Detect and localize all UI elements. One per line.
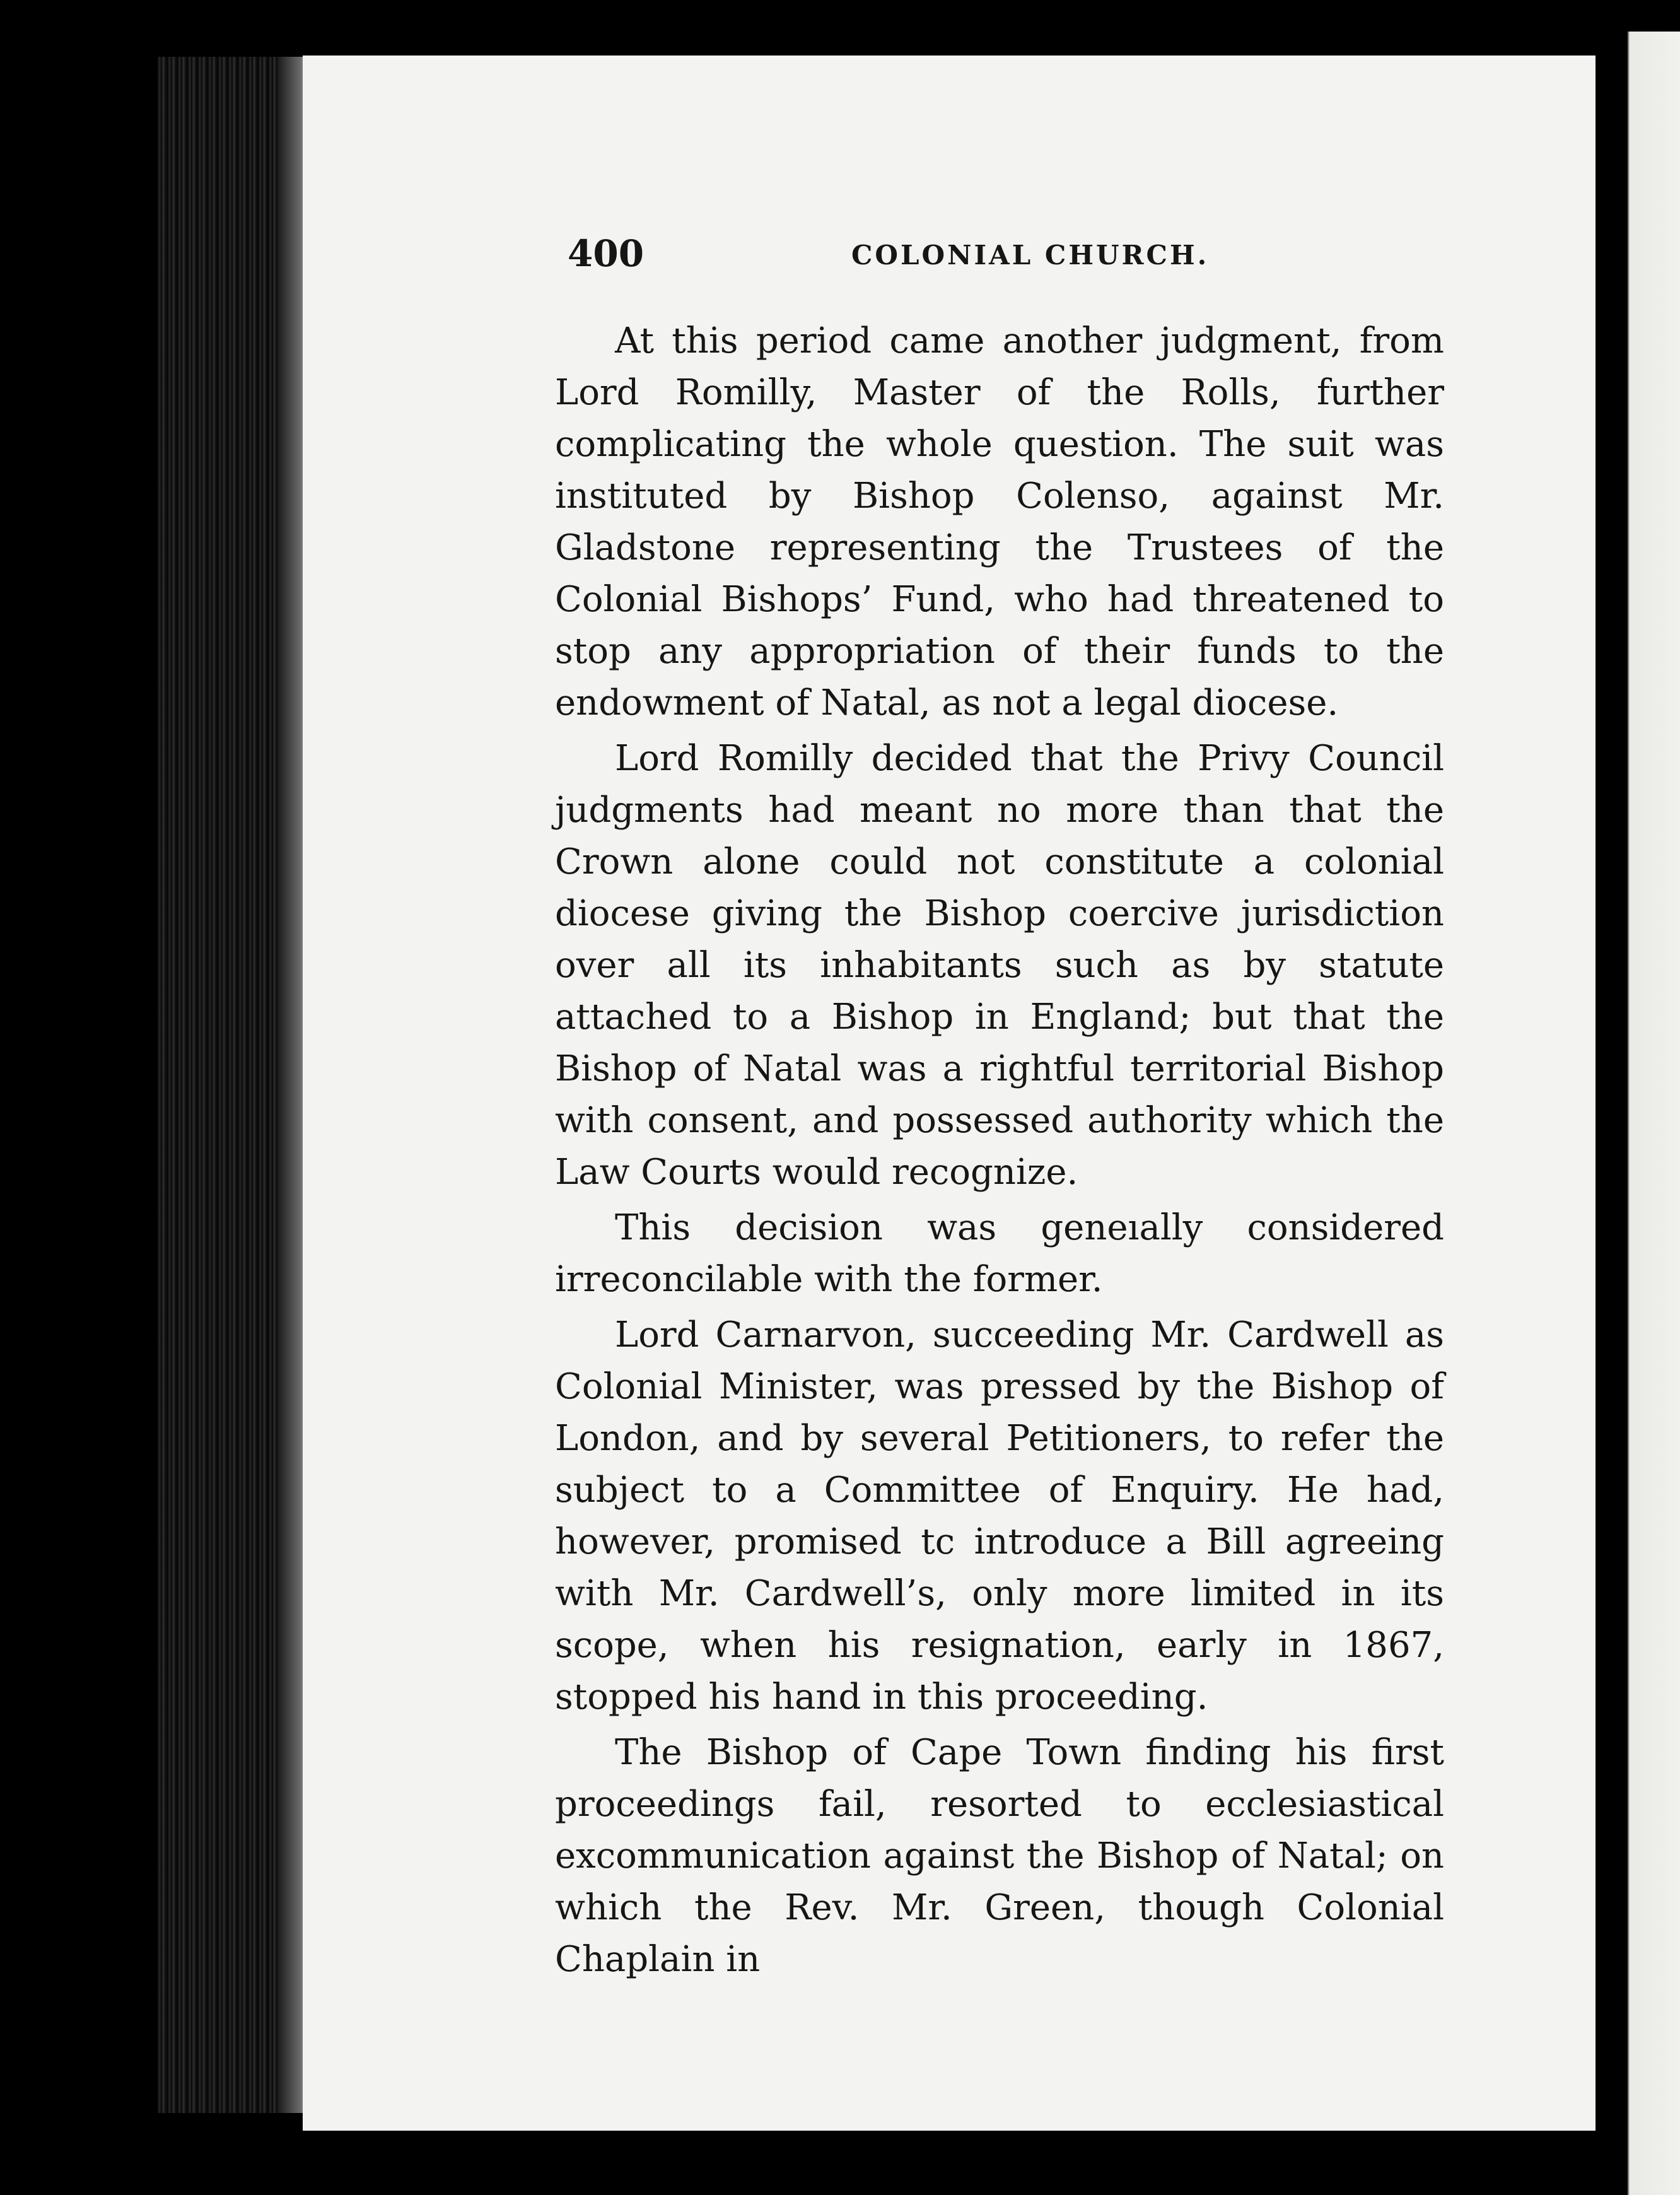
next-page-edge bbox=[1614, 32, 1680, 2195]
page-number: 400 bbox=[568, 232, 645, 275]
paragraph: The Bishop of Cape Town finding his first proceedings fail, resorted to ecclesiastical excommunication against the Bishop of Natal; on which the Rev. Mr. Green, though Colonial Chaplain in bbox=[555, 1732, 1444, 1980]
paragraph: This decision was geneıally considered irreconcilable with the former. bbox=[555, 1207, 1444, 1300]
page-header bbox=[568, 232, 1450, 289]
paragraph: At this period came another judgment, from Lord Romilly, Master of the Rolls, further complicating the whole question. The suit was instituted by Bishop Colenso, against Mr. Gladstone representing the Trustees of the Colonial Bishops’ Fund, who had threatened to stop any appropriation of their funds to the endowment of Natal, as not a legal diocese. bbox=[555, 320, 1444, 723]
running-head: COLONIAL CHURCH. bbox=[851, 240, 1210, 271]
paragraph: Lord Carnarvon, succeeding Mr. Cardwell as Colonial Minister, was pressed by the Bishop of London, and by several Petitioners, to refer the subject to a Committee of Enquiry. He had, however, promised tc introduce a Bill agreeing with Mr. Cardwell’s, only more limited in its scope, when his resignation, early in 1867, stopped his hand in this proceeding. bbox=[555, 1314, 1444, 1718]
paragraph: Lord Romilly decided that the Privy Council judgments had meant no more than that the Crown alone could not constitute a colonial diocese giving the Bishop coercive jurisdiction over all its inhabitants such as by statute attached to a Bishop in England; but that the Bishop of Natal was a rightful territorial Bishop with consent, and possessed authority which the Law Courts would recognize. bbox=[555, 738, 1444, 1193]
body-text bbox=[555, 315, 1444, 1989]
